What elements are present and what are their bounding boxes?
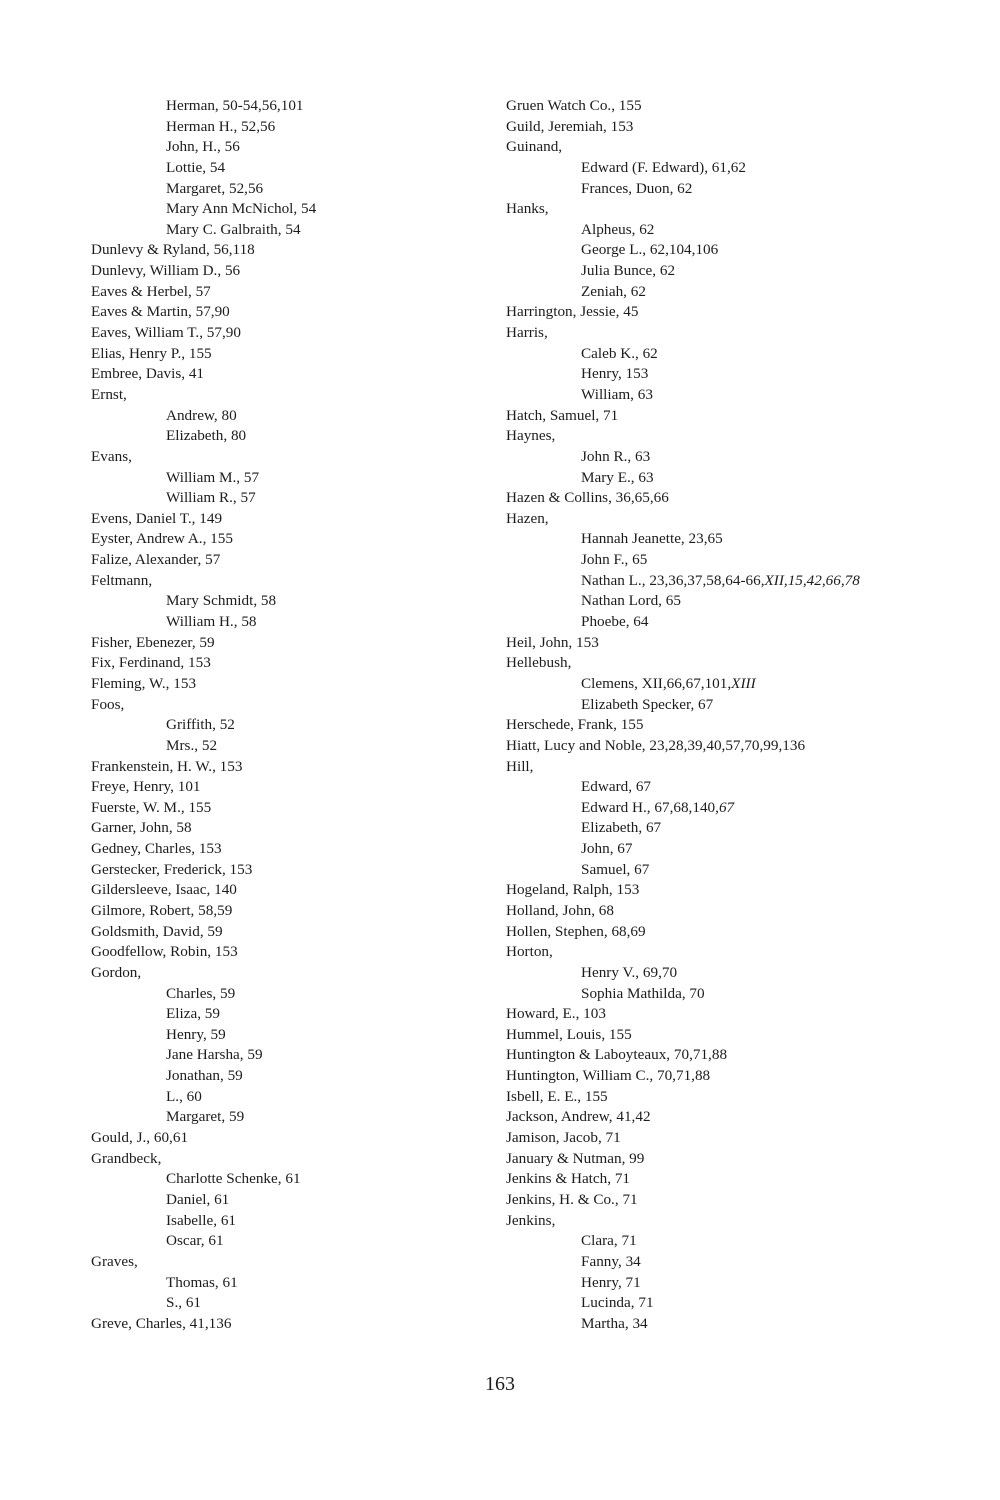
index-entry bbox=[506, 117, 966, 138]
index-entry bbox=[506, 426, 966, 447]
index-entry bbox=[506, 323, 966, 344]
entry-text: Jenkins & Hatch, 71 bbox=[506, 1170, 631, 1188]
index-entry bbox=[91, 240, 491, 261]
index-entry bbox=[506, 1087, 966, 1108]
entry-text: Evens, Daniel T., 149 bbox=[91, 509, 223, 527]
entry-text: Jonathan, 59 bbox=[166, 1067, 243, 1085]
entry-text: Nathan L., 23,36,37,58,64-66, bbox=[581, 571, 765, 589]
index-subentry bbox=[506, 158, 966, 179]
entry-text: Margaret, 52,56 bbox=[166, 179, 264, 197]
entry-italic-pages: 67 bbox=[718, 798, 735, 816]
entry-text: Griffith, 52 bbox=[166, 716, 235, 734]
entry-text: Herschede, Frank, 155 bbox=[506, 716, 644, 734]
entry-text: Mary Schmidt, 58 bbox=[166, 592, 277, 610]
index-subentry bbox=[91, 488, 491, 509]
page-number: 163 bbox=[485, 1373, 515, 1395]
index-entry bbox=[506, 1190, 966, 1211]
index-subentry bbox=[91, 1087, 491, 1108]
entry-text: Hazen & Collins, 36,65,66 bbox=[506, 489, 669, 507]
entry-text: Fix, Ferdinand, 153 bbox=[91, 654, 211, 672]
index-entry bbox=[506, 1045, 966, 1066]
entry-text: Harrington, Jessie, 45 bbox=[506, 303, 639, 321]
entry-text: Caleb K., 62 bbox=[581, 344, 658, 362]
entry-text: Elizabeth Specker, 67 bbox=[581, 695, 714, 713]
entry-text: Hanks, bbox=[506, 200, 549, 218]
index-entry bbox=[506, 922, 966, 943]
index-entry bbox=[91, 261, 491, 282]
index-subentry bbox=[91, 984, 491, 1005]
index-subentry bbox=[91, 158, 491, 179]
index-entry bbox=[506, 715, 966, 736]
entry-text: Hellebush, bbox=[506, 654, 572, 672]
index-entry bbox=[91, 1314, 491, 1335]
entry-text: John, H., 56 bbox=[166, 138, 240, 156]
index-subentry bbox=[91, 406, 491, 427]
index-subentry bbox=[506, 818, 966, 839]
index-entry bbox=[506, 653, 966, 674]
entry-text: Edward, 67 bbox=[581, 778, 652, 796]
entry-text: Freye, Henry, 101 bbox=[91, 778, 201, 796]
entry-text: Gedney, Charles, 153 bbox=[91, 840, 222, 858]
entry-text: Clara, 71 bbox=[581, 1232, 637, 1250]
entry-text: Elizabeth, 67 bbox=[581, 819, 662, 837]
entry-text: Lucinda, 71 bbox=[581, 1294, 654, 1312]
entry-text: Huntington, William C., 70,71,88 bbox=[506, 1067, 711, 1085]
entry-text: Fleming, W., 153 bbox=[91, 674, 197, 692]
index-subentry bbox=[91, 220, 491, 241]
index-subentry bbox=[506, 984, 966, 1005]
entry-text: Isabelle, 61 bbox=[166, 1211, 237, 1229]
index-entry bbox=[506, 736, 966, 757]
index-entry bbox=[91, 860, 491, 881]
entry-text: Herman, 50-54,56,101 bbox=[166, 97, 304, 114]
index-entry bbox=[91, 550, 491, 571]
entry-text: Hannah Jeanette, 23,65 bbox=[581, 530, 723, 548]
index-subentry bbox=[91, 1066, 491, 1087]
entry-text: Gruen Watch Co., 155 bbox=[506, 97, 642, 114]
entry-text: Harris, bbox=[506, 324, 548, 342]
entry-text: Eaves & Herbel, 57 bbox=[91, 282, 211, 300]
entry-text: Eyster, Andrew A., 155 bbox=[91, 530, 233, 548]
entry-text: Julia Bunce, 62 bbox=[581, 262, 676, 280]
index-entry bbox=[506, 302, 966, 323]
entry-text: Evans, bbox=[91, 447, 132, 465]
index-subentry bbox=[91, 137, 491, 158]
entry-text: Fisher, Ebenezer, 59 bbox=[91, 633, 215, 651]
entry-text: Edward (F. Edward), 61,62 bbox=[581, 158, 746, 176]
index-subentry bbox=[506, 220, 966, 241]
entry-text: Guinand, bbox=[506, 138, 563, 156]
index-entry bbox=[506, 1107, 966, 1128]
entry-italic-pages: XIII bbox=[731, 674, 756, 692]
entry-text: Falize, Alexander, 57 bbox=[91, 551, 221, 569]
index-entry bbox=[506, 757, 966, 778]
entry-italic-pages: XII,15,42,66,78 bbox=[764, 571, 860, 589]
index-subentry bbox=[91, 117, 491, 138]
entry-text: John R., 63 bbox=[581, 447, 651, 465]
index-entry bbox=[91, 674, 491, 695]
index-entry bbox=[506, 880, 966, 901]
index-subentry bbox=[91, 1045, 491, 1066]
index-entry bbox=[506, 1128, 966, 1149]
index-entry bbox=[506, 137, 966, 158]
entry-text: January & Nutman, 99 bbox=[506, 1149, 645, 1167]
entry-text: Hazen, bbox=[506, 509, 549, 527]
index-subentry bbox=[91, 179, 491, 200]
entry-text: Haynes, bbox=[506, 427, 556, 445]
entry-text: Gordon, bbox=[91, 963, 142, 981]
index-subentry bbox=[91, 1273, 491, 1294]
entry-text: Thomas, 61 bbox=[166, 1273, 238, 1291]
entry-text: Zeniah, 62 bbox=[581, 282, 646, 300]
index-entry bbox=[506, 199, 966, 220]
index-subentry bbox=[506, 798, 966, 819]
index-column-right bbox=[506, 96, 966, 1334]
entry-text: Henry, 71 bbox=[581, 1273, 641, 1291]
index-entry bbox=[91, 1149, 491, 1170]
entry-text: Eliza, 59 bbox=[166, 1005, 220, 1023]
index-subentry bbox=[506, 963, 966, 984]
entry-text: Jamison, Jacob, 71 bbox=[506, 1129, 621, 1147]
entry-text: Dunlevy & Ryland, 56,118 bbox=[91, 241, 255, 259]
index-subentry bbox=[506, 240, 966, 261]
index-subentry bbox=[506, 674, 966, 695]
index-entry bbox=[91, 571, 491, 592]
entry-text: Hollen, Stephen, 68,69 bbox=[506, 922, 646, 940]
entry-text: Garner, John, 58 bbox=[91, 819, 192, 837]
index-subentry bbox=[91, 1025, 491, 1046]
index-column-left bbox=[91, 96, 491, 1334]
index-subentry bbox=[506, 364, 966, 385]
entry-text: Sophia Mathilda, 70 bbox=[581, 984, 705, 1002]
entry-text: Frankenstein, H. W., 153 bbox=[91, 757, 243, 775]
entry-text: Grandbeck, bbox=[91, 1149, 162, 1167]
entry-text: Fanny, 34 bbox=[581, 1252, 641, 1270]
index-entry bbox=[91, 901, 491, 922]
index-subentry bbox=[506, 1293, 966, 1314]
index-entry bbox=[91, 839, 491, 860]
index-subentry bbox=[506, 1273, 966, 1294]
index-subentry bbox=[506, 777, 966, 798]
index-entry bbox=[506, 1211, 966, 1232]
entry-text: Henry, 153 bbox=[581, 365, 649, 383]
entry-text: Elizabeth, 80 bbox=[166, 427, 247, 445]
index-subentry bbox=[506, 344, 966, 365]
entry-text: Ernst, bbox=[91, 385, 127, 403]
index-entry bbox=[91, 344, 491, 365]
index-subentry bbox=[506, 282, 966, 303]
entry-text: Hatch, Samuel, 71 bbox=[506, 406, 619, 424]
entry-text: Alpheus, 62 bbox=[581, 220, 655, 238]
entry-text: Charles, 59 bbox=[166, 984, 236, 1002]
index-entry bbox=[91, 447, 491, 468]
entry-text: William M., 57 bbox=[166, 468, 260, 486]
entry-text: Gilmore, Robert, 58,59 bbox=[91, 901, 233, 919]
index-entry bbox=[506, 901, 966, 922]
entry-text: Mary E., 63 bbox=[581, 468, 654, 486]
index-entry bbox=[506, 509, 966, 530]
entry-text: Charlotte Schenke, 61 bbox=[166, 1170, 301, 1188]
entry-text: Martha, 34 bbox=[581, 1314, 648, 1332]
entry-text: Hill, bbox=[506, 757, 534, 775]
entry-text: Greve, Charles, 41,136 bbox=[91, 1314, 232, 1332]
index-subentry bbox=[91, 468, 491, 489]
index-subentry bbox=[91, 1107, 491, 1128]
index-entry bbox=[506, 1066, 966, 1087]
index-entry bbox=[91, 1128, 491, 1149]
index-entry bbox=[91, 633, 491, 654]
index-entry bbox=[91, 818, 491, 839]
index-entry bbox=[91, 942, 491, 963]
index-subentry bbox=[91, 736, 491, 757]
index-subentry bbox=[91, 1004, 491, 1025]
index-entry bbox=[91, 963, 491, 984]
index-entry bbox=[91, 385, 491, 406]
index-entry bbox=[91, 757, 491, 778]
index-subentry bbox=[506, 261, 966, 282]
entry-text: L., 60 bbox=[166, 1087, 202, 1105]
index-subentry bbox=[91, 1211, 491, 1232]
entry-text: Foos, bbox=[91, 695, 125, 713]
entry-text: S., 61 bbox=[166, 1294, 202, 1312]
entry-text: John, 67 bbox=[581, 840, 633, 858]
index-entry bbox=[91, 777, 491, 798]
index-subentry bbox=[506, 1314, 966, 1335]
index-entry bbox=[91, 880, 491, 901]
entry-text: Oscar, 61 bbox=[166, 1232, 224, 1250]
index-subentry bbox=[506, 385, 966, 406]
index-subentry bbox=[506, 550, 966, 571]
entry-text: Phoebe, 64 bbox=[581, 613, 649, 631]
entry-text: Mrs., 52 bbox=[166, 736, 218, 754]
entry-text: Dunlevy, William D., 56 bbox=[91, 262, 241, 280]
index-entry bbox=[506, 96, 966, 117]
entry-text: Jane Harsha, 59 bbox=[166, 1046, 263, 1064]
index-entry bbox=[506, 1169, 966, 1190]
entry-text: Mary C. Galbraith, 54 bbox=[166, 220, 301, 238]
index-entry bbox=[91, 529, 491, 550]
index-entry bbox=[506, 633, 966, 654]
entry-text: Herman H., 52,56 bbox=[166, 117, 276, 135]
entry-text: Feltmann, bbox=[91, 571, 153, 589]
index-entry bbox=[506, 1025, 966, 1046]
entry-text: Jackson, Andrew, 41,42 bbox=[506, 1108, 651, 1126]
index-entry bbox=[506, 1149, 966, 1170]
index-entry bbox=[91, 695, 491, 716]
entry-text: Gould, J., 60,61 bbox=[91, 1129, 189, 1147]
entry-text: Gildersleeve, Isaac, 140 bbox=[91, 881, 237, 899]
entry-text: Samuel, 67 bbox=[581, 860, 650, 878]
index-entry bbox=[506, 942, 966, 963]
index-entry bbox=[91, 323, 491, 344]
index-subentry bbox=[91, 426, 491, 447]
index-subentry bbox=[91, 199, 491, 220]
entry-text: Guild, Jeremiah, 153 bbox=[506, 117, 634, 135]
entry-text: Howard, E., 103 bbox=[506, 1005, 606, 1023]
entry-text: William, 63 bbox=[581, 385, 653, 403]
entry-text: Frances, Duon, 62 bbox=[581, 179, 693, 197]
index-subentry bbox=[506, 447, 966, 468]
index-subentry bbox=[506, 529, 966, 550]
index-subentry bbox=[506, 591, 966, 612]
entry-text: Jenkins, H. & Co., 71 bbox=[506, 1190, 638, 1208]
index-entry bbox=[506, 406, 966, 427]
entry-text: Clemens, XII,66,67,101, bbox=[581, 674, 732, 692]
entry-text: Isbell, E. E., 155 bbox=[506, 1087, 608, 1105]
entry-text: Jenkins, bbox=[506, 1211, 556, 1229]
entry-text: Henry V., 69,70 bbox=[581, 963, 678, 981]
entry-text: Daniel, 61 bbox=[166, 1190, 230, 1208]
index-subentry bbox=[91, 591, 491, 612]
index-entry bbox=[91, 798, 491, 819]
index-subentry bbox=[506, 1252, 966, 1273]
entry-text: William R., 57 bbox=[166, 489, 256, 507]
entry-text: Gerstecker, Frederick, 153 bbox=[91, 860, 253, 878]
index-subentry bbox=[506, 468, 966, 489]
index-subentry bbox=[91, 715, 491, 736]
entry-text: Graves, bbox=[91, 1252, 138, 1270]
index-subentry bbox=[506, 695, 966, 716]
index-subentry bbox=[506, 612, 966, 633]
entry-text: Holland, John, 68 bbox=[506, 901, 614, 919]
entry-text: Heil, John, 153 bbox=[506, 633, 599, 651]
entry-text: Hogeland, Ralph, 153 bbox=[506, 881, 640, 899]
index-entry bbox=[91, 509, 491, 530]
entry-text: Fuerste, W. M., 155 bbox=[91, 798, 212, 816]
index-subentry bbox=[91, 1169, 491, 1190]
index-subentry bbox=[91, 1293, 491, 1314]
entry-text: William H., 58 bbox=[166, 613, 257, 631]
entry-text: Lottie, 54 bbox=[166, 158, 226, 176]
entry-text: Horton, bbox=[506, 943, 553, 961]
entry-text: John F., 65 bbox=[581, 551, 648, 569]
entry-text: Eaves & Martin, 57,90 bbox=[91, 303, 230, 321]
index-subentry bbox=[506, 1231, 966, 1252]
entry-text: Andrew, 80 bbox=[166, 406, 237, 424]
index-subentry bbox=[506, 571, 966, 592]
index-subentry bbox=[91, 96, 491, 117]
entry-text: George L., 62,104,106 bbox=[581, 241, 719, 259]
index-entry bbox=[506, 488, 966, 509]
entry-text: Henry, 59 bbox=[166, 1025, 226, 1043]
index-subentry bbox=[91, 1231, 491, 1252]
entry-text: Goldsmith, David, 59 bbox=[91, 922, 223, 940]
entry-text: Huntington & Laboyteaux, 70,71,88 bbox=[506, 1046, 728, 1064]
entry-text: Hummel, Louis, 155 bbox=[506, 1025, 632, 1043]
index-entry bbox=[91, 364, 491, 385]
index-subentry bbox=[91, 1190, 491, 1211]
index-subentry bbox=[506, 179, 966, 200]
entry-text: Edward H., 67,68,140, bbox=[581, 798, 719, 816]
entry-text: Goodfellow, Robin, 153 bbox=[91, 943, 238, 961]
index-entry bbox=[91, 302, 491, 323]
index-subentry bbox=[506, 860, 966, 881]
index-subentry bbox=[91, 612, 491, 633]
entry-text: Hiatt, Lucy and Noble, 23,28,39,40,57,70,99,136 bbox=[506, 736, 806, 754]
index-entry bbox=[91, 653, 491, 674]
index-entry bbox=[91, 282, 491, 303]
entry-text: Elias, Henry P., 155 bbox=[91, 344, 212, 362]
entry-text: Margaret, 59 bbox=[166, 1108, 245, 1126]
index-entry bbox=[91, 1252, 491, 1273]
entry-text: Nathan Lord, 65 bbox=[581, 592, 681, 610]
entry-text: Embree, Davis, 41 bbox=[91, 365, 205, 383]
index-entry bbox=[506, 1004, 966, 1025]
entry-text: Mary Ann McNichol, 54 bbox=[166, 200, 317, 218]
entry-text: Eaves, William T., 57,90 bbox=[91, 324, 241, 342]
index-subentry bbox=[506, 839, 966, 860]
index-entry bbox=[91, 922, 491, 943]
